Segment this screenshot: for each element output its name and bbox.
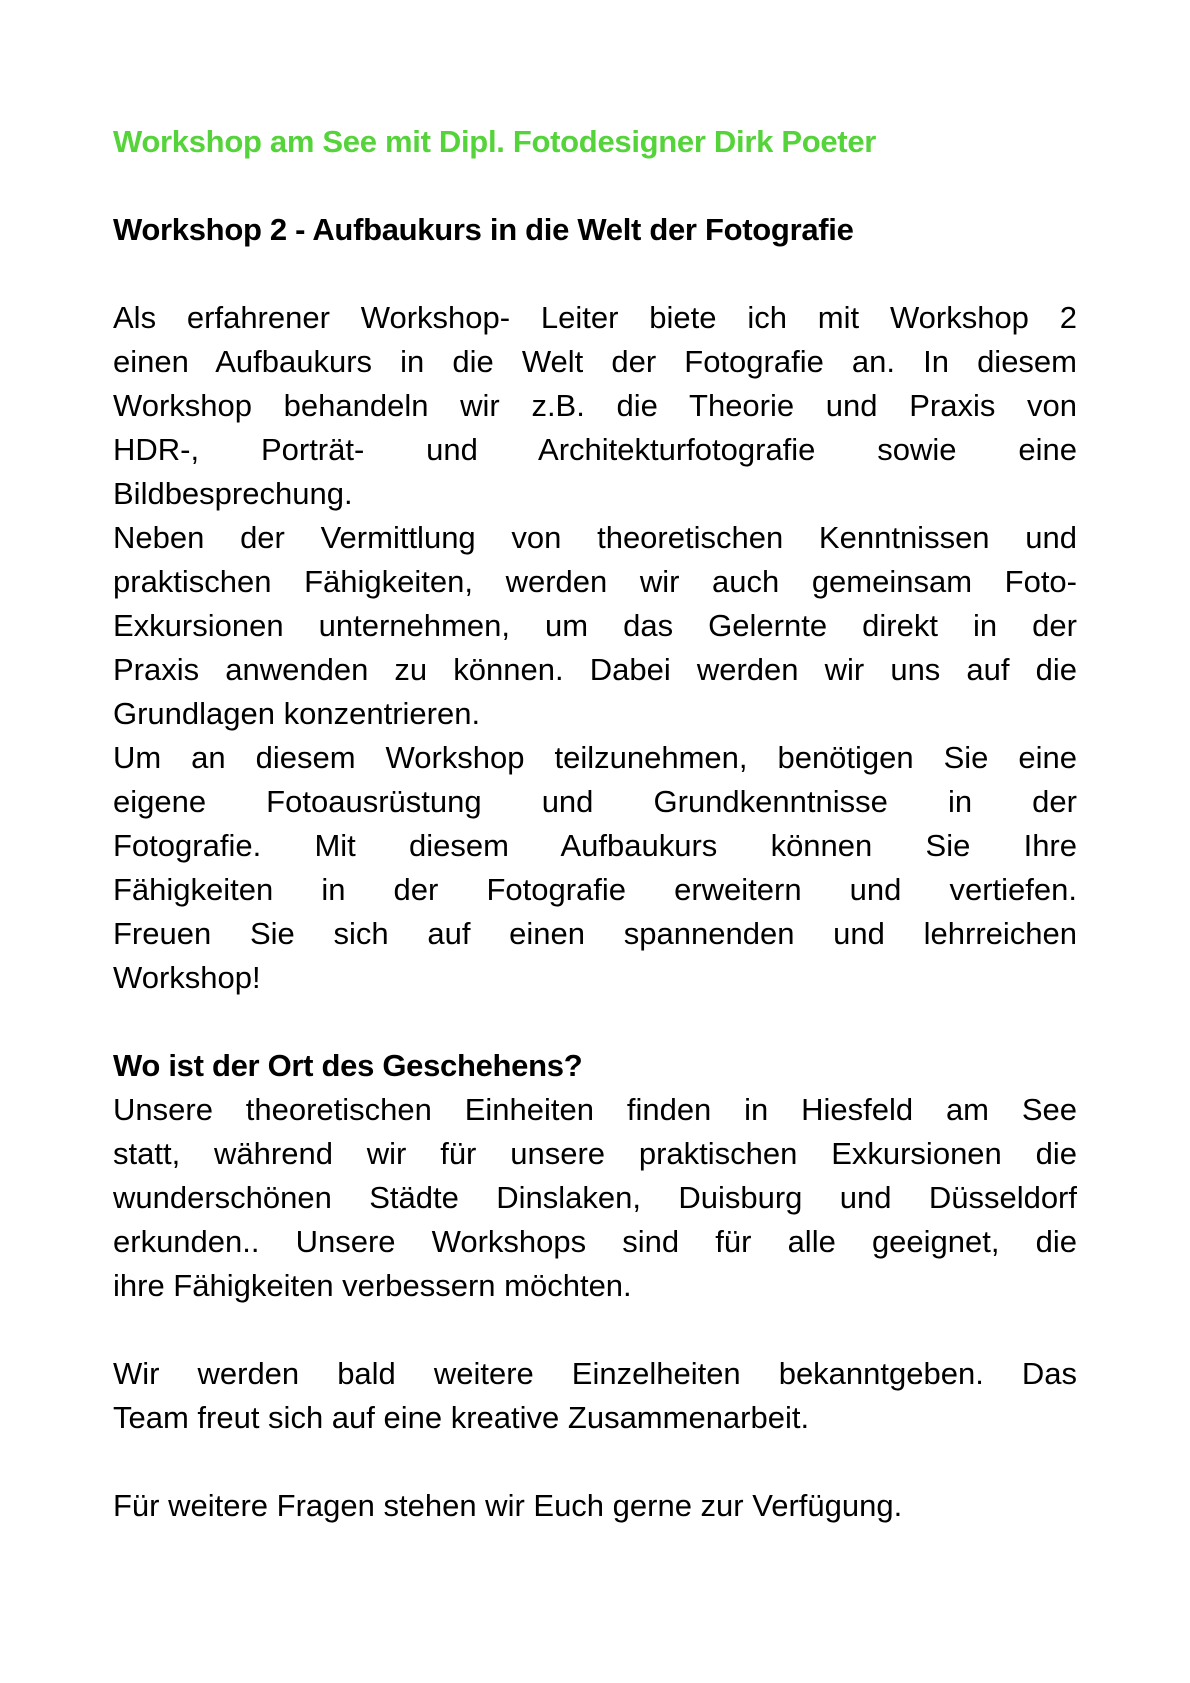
text-line: Für weitere Fragen stehen wir Euch gerne zur Verfügung.: [113, 1488, 903, 1523]
text-line: eigene Fotoausrüstung und Grundkenntnisse in der: [113, 784, 1077, 819]
intro-paragraph-3: [113, 736, 1077, 1000]
text-line: Fähigkeiten in der Fotografie erweitern und vertiefen.: [113, 872, 1077, 907]
announcement-paragraph: [113, 1352, 1077, 1440]
workshop-heading: Workshop 2 - Aufbaukurs in die Welt der Fotografie: [113, 212, 854, 247]
text-line: Unsere theoretischen Einheiten finden in Hiesfeld am See: [113, 1092, 1077, 1127]
text-line: einen Aufbaukurs in die Welt der Fotografie an. In diesem: [113, 344, 1077, 379]
text-line: Neben der Vermittlung von theoretischen Kenntnissen und: [113, 520, 1077, 555]
text-line: Praxis anwenden zu können. Dabei werden wir uns auf die: [113, 652, 1077, 687]
text-line: erkunden.. Unsere Workshops sind für alle geeignet, die: [113, 1224, 1077, 1259]
text-line: Um an diesem Workshop teilzunehmen, benötigen Sie eine: [113, 740, 1077, 775]
text-line: praktischen Fähigkeiten, werden wir auch gemeinsam Foto-: [113, 564, 1077, 599]
document-title: Workshop am See mit Dipl. Fotodesigner Dirk Poeter: [113, 124, 877, 159]
intro-paragraph-2: [113, 516, 1077, 736]
text-line: Freuen Sie sich auf einen spannenden und lehrreichen: [113, 916, 1077, 951]
text-line: HDR-, Porträt- und Architekturfotografie sowie eine: [113, 432, 1077, 467]
text-line: Als erfahrener Workshop- Leiter biete ich mit Workshop 2: [113, 300, 1077, 335]
text-line: ihre Fähigkeiten verbessern möchten.: [113, 1268, 632, 1303]
intro-paragraph-1: [113, 296, 1077, 516]
text-line: Workshop!: [113, 960, 261, 995]
text-line: statt, während wir für unsere praktischen Exkursionen die: [113, 1136, 1077, 1171]
text-line: Wir werden bald weitere Einzelheiten bekanntgeben. Das: [113, 1356, 1077, 1391]
text-line: Grundlagen konzentrieren.: [113, 696, 481, 731]
location-paragraph: [113, 1088, 1077, 1308]
text-line: Workshop behandeln wir z.B. die Theorie und Praxis von: [113, 388, 1077, 423]
closing-paragraph: [113, 1484, 1077, 1528]
location-heading: Wo ist der Ort des Geschehens?: [113, 1048, 583, 1083]
document-page: [113, 120, 1077, 1528]
text-line: Exkursionen unternehmen, um das Gelernte direkt in der: [113, 608, 1077, 643]
text-line: Fotografie. Mit diesem Aufbaukurs können Sie Ihre: [113, 828, 1077, 863]
text-line: Team freut sich auf eine kreative Zusammenarbeit.: [113, 1400, 810, 1435]
text-line: Bildbesprechung.: [113, 476, 353, 511]
text-line: wunderschönen Städte Dinslaken, Duisburg und Düsseldorf: [113, 1180, 1077, 1215]
